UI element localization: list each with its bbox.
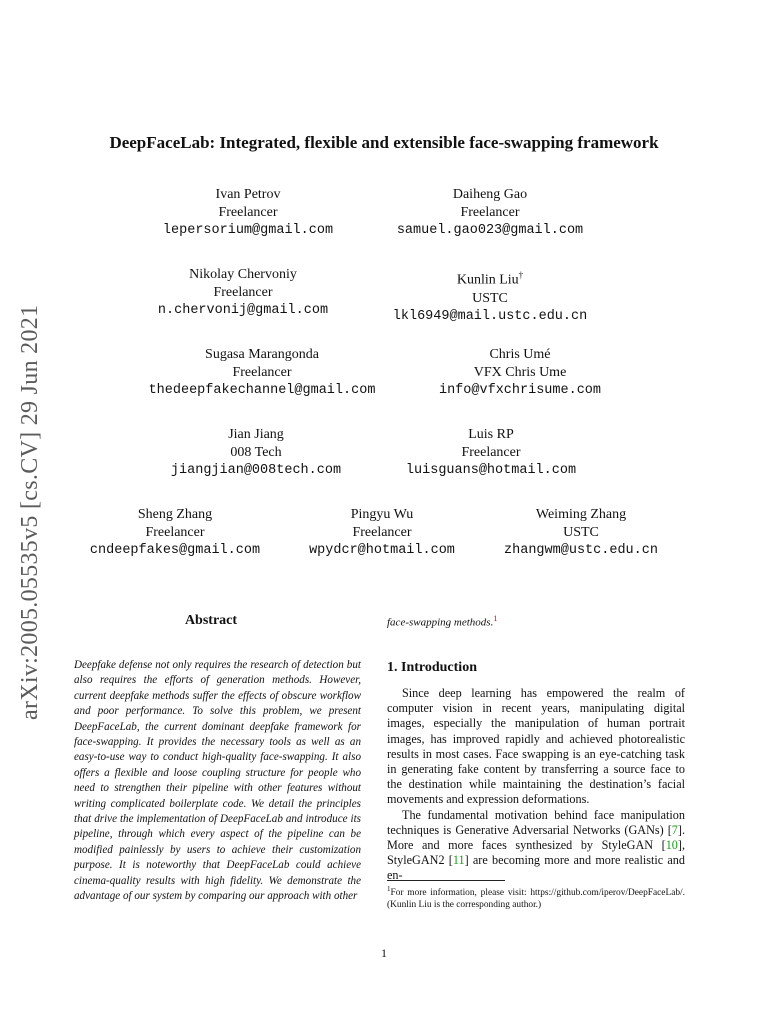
abstract-continuation: face-swapping methods.$^1$ xyxy=(387,614,498,629)
footnote xyxy=(387,884,685,911)
footnote-marker[interactable]: 1 xyxy=(493,614,498,623)
author-affiliation: Freelancer xyxy=(218,205,278,220)
author-affiliation: Freelancer xyxy=(352,525,412,540)
author-name: Nikolay Chervoniy xyxy=(189,267,297,282)
footnote-number: 1 xyxy=(387,885,391,893)
author-name: Sheng Zhang xyxy=(137,507,213,522)
author-email[interactable]: info@vfxchrisume.com xyxy=(438,383,602,398)
author-block xyxy=(375,346,665,400)
author-affiliation: USTC xyxy=(472,290,508,306)
author-name: Sugasa Marangonda xyxy=(205,347,319,362)
author-block xyxy=(117,346,407,400)
paragraph: Since deep learning has empowered the realm of computer vision in recent years, manipulating digital images, especially the manipulation of human portrait images, has improved rapidly and achieved photorealistic results in most cases. Face swapping is an eye-catching task in generating fake content by transferring a source face to the destination while maintaining the destination’s facial movements and expression deformations. xyxy=(387,686,685,807)
footnote-divider xyxy=(387,880,505,881)
author-name: Luis RP xyxy=(468,427,514,442)
author-block xyxy=(346,426,636,480)
paragraph: The fundamental motivation behind face manipulation techniques is Generative Adversarial Networks (GANs) [7]. More and more faces synthesized by StyleGAN [10], StyleGAN2 [11] are becoming more and more realistic and en- xyxy=(387,807,685,883)
author-email[interactable]: zhangwm@ustc.edu.cn xyxy=(504,543,658,558)
author-block xyxy=(345,266,635,326)
author-affiliation: Freelancer xyxy=(213,285,273,300)
footnote-text: For more information, please visit: https://github.com/iperov/DeepFaceLab/. (Kunlin Liu is the corresponding author.) xyxy=(387,888,685,910)
author-email[interactable]: lkl6949@mail.ustc.edu.cn xyxy=(392,308,588,324)
author-affiliation: Freelancer xyxy=(232,365,292,380)
author-name: Jian Jiang xyxy=(228,427,284,442)
author-name: Weiming Zhang xyxy=(535,507,627,522)
citation-link[interactable]: 10 xyxy=(665,838,678,853)
author-name: Pingyu Wu xyxy=(350,507,414,522)
author-block xyxy=(345,186,635,240)
author-affiliation: Freelancer xyxy=(461,445,521,460)
author-email[interactable]: luisguans@hotmail.com xyxy=(405,463,577,478)
author-email[interactable]: samuel.gao023@gmail.com xyxy=(396,223,584,238)
arxiv-identifier-stamp: arXiv:2005.05535v5 [cs.CV] 29 Jun 2021 xyxy=(17,304,43,720)
author-name: Kunlin Liu† xyxy=(456,270,524,288)
author-name: Chris Umé xyxy=(489,347,551,362)
author-email[interactable]: jiangjian@008tech.com xyxy=(170,463,342,478)
author-affiliation: VFX Chris Ume xyxy=(473,365,567,380)
author-affiliation: Freelancer xyxy=(145,525,205,540)
introduction-body xyxy=(387,686,685,884)
author-name: Ivan Petrov xyxy=(215,187,281,202)
section-heading-introduction: 1. Introduction xyxy=(387,660,477,675)
author-email[interactable]: cndeepfakes@gmail.com xyxy=(89,543,261,558)
author-email[interactable]: n.chervonij@gmail.com xyxy=(157,303,329,318)
page-number: 1 xyxy=(381,946,387,960)
author-name: Daiheng Gao xyxy=(452,187,528,202)
citation-link[interactable]: 11 xyxy=(452,853,465,868)
author-affiliation: Freelancer xyxy=(460,205,520,220)
author-email[interactable]: lepersorium@gmail.com xyxy=(162,223,334,238)
author-block xyxy=(436,506,726,560)
author-affiliation: USTC xyxy=(563,525,599,540)
corresponding-author-mark: † xyxy=(518,270,524,280)
citation-link[interactable]: 7 xyxy=(671,822,678,837)
paper-title: DeepFaceLab: Integrated, flexible and extensible face-swapping framework xyxy=(109,133,659,152)
author-email[interactable]: wpydcr@hotmail.com xyxy=(309,543,455,558)
abstract-heading: Abstract xyxy=(184,613,238,628)
author-affiliation: 008 Tech xyxy=(230,445,282,460)
abstract-text: Deepfake defense not only requires the research of detection but also requires the efforts of generation methods. However, current deepfake methods suffer the effects of obscure workflow and poor performance. To solve this problem, we present DeepFaceLab, the current dominant deepfake framework for face-swapping. It provides the necessary tools as well as an easy-to-use way to conduct high-quality face-swapping. It also offers a flexible and loose coupling structure for people who need to strengthen their pipeline with other features without writing complicated boilerplate code. We detail the principles that drive the implementation of DeepFaceLab and introduce its pipeline, through which every aspect of the pipeline can be modified painlessly by users to achieve their customization purpose. It is noteworthy that DeepFaceLab could achieve cinema-quality results with high fidelity. We demonstrate the advantage of our system by comparing our approach with other xyxy=(74,659,361,903)
author-email[interactable]: thedeepfakechannel@gmail.com xyxy=(148,383,376,398)
